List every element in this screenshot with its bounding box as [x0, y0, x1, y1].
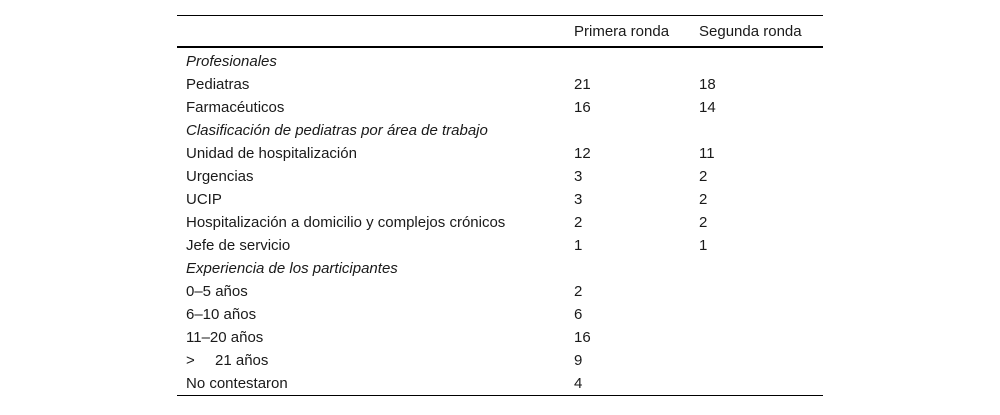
row-value-primera: 4	[574, 375, 583, 392]
row-label: Hospitalización a domicilio y complejos crónicos	[186, 214, 506, 231]
participants-table-container	[177, 15, 823, 396]
row-value-primera: 2	[574, 283, 583, 300]
row-label: 11–20 años	[186, 329, 264, 346]
section-row-profesionales	[177, 47, 823, 73]
table-row	[177, 96, 823, 119]
row-value-primera: 16	[574, 329, 591, 346]
row-value-segunda	[699, 372, 823, 396]
row-value-primera: 3	[574, 168, 583, 185]
row-label: Jefe de servicio	[186, 237, 291, 254]
row-label: Urgencias	[186, 168, 254, 185]
row-value-primera: 9	[574, 352, 583, 369]
row-value-segunda: 2	[699, 214, 708, 231]
section-title: Profesionales	[186, 53, 277, 70]
table-row	[177, 188, 823, 211]
participants-table	[177, 15, 823, 396]
table-row	[177, 280, 823, 303]
row-value-segunda: 11	[699, 145, 715, 162]
row-value-segunda: 1	[699, 237, 708, 254]
table-row	[177, 234, 823, 257]
table-row	[177, 303, 823, 326]
row-label: No contestaron	[186, 375, 288, 392]
row-value-primera: 6	[574, 306, 583, 323]
row-value-segunda: 2	[699, 168, 708, 185]
table-row	[177, 165, 823, 188]
row-value-primera: 12	[574, 145, 591, 162]
row-value-segunda: 2	[699, 191, 708, 208]
row-value-segunda	[699, 326, 823, 349]
greater-than-sign: >	[186, 352, 195, 369]
row-label-cell	[177, 349, 574, 372]
header-segunda-ronda: Segunda ronda	[699, 22, 802, 40]
table-row	[177, 211, 823, 234]
row-value-segunda: 18	[699, 76, 716, 93]
row-value-primera: 21	[574, 76, 591, 93]
header-primera-ronda: Primera ronda	[574, 22, 670, 40]
row-label: 0–5 años	[186, 283, 248, 300]
row-value-segunda	[699, 280, 823, 303]
row-label: Farmacéuticos	[186, 99, 285, 116]
row-value-segunda: 14	[699, 99, 716, 116]
row-value-segunda	[699, 349, 823, 372]
row-label: 21 años	[215, 352, 269, 369]
row-value-primera: 3	[574, 191, 583, 208]
row-label: Unidad de hospitalización	[186, 145, 357, 162]
row-label: 6–10 años	[186, 306, 257, 323]
row-value-primera: 1	[574, 237, 583, 254]
header-empty	[177, 16, 574, 48]
section-title: Experiencia de los participantes	[186, 260, 398, 277]
row-value-primera: 2	[574, 214, 583, 231]
table-row	[177, 349, 823, 372]
table-row	[177, 142, 823, 165]
section-title: Clasificación de pediatras por área de trabajo	[186, 122, 488, 139]
section-row-experiencia	[177, 257, 823, 280]
table-row	[177, 372, 823, 396]
row-label: UCIP	[186, 191, 222, 208]
row-value-segunda	[699, 303, 823, 326]
table-row	[177, 326, 823, 349]
table-row	[177, 73, 823, 96]
row-value-primera: 16	[574, 99, 591, 116]
section-row-clasificacion	[177, 119, 823, 142]
table-header-row	[177, 16, 823, 48]
row-label: Pediatras	[186, 76, 250, 93]
